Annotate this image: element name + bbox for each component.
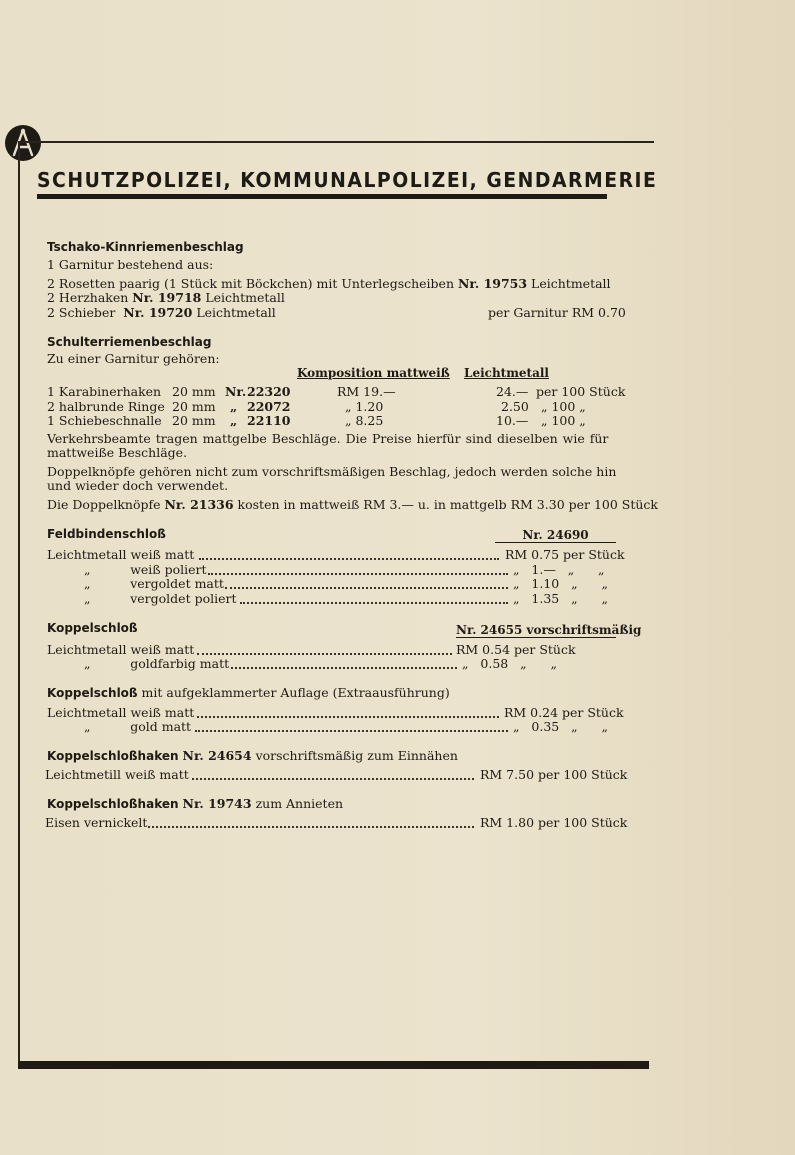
schulter-note3 (47, 498, 658, 512)
tschako-line1-text: 2 Rosetten paarig (1 Stück mit Böckchen) mit Unterlegscheiben (47, 276, 455, 291)
leader-dots (148, 825, 474, 828)
haken1-heading: Koppelschloßhaken (47, 749, 179, 763)
schulter-row-unit: per 100 Stück (536, 384, 626, 399)
schulter-note3-a: Die Doppelknöpfe (47, 497, 161, 512)
schulter-row-nr: 22320 (247, 384, 291, 399)
haken2-price: RM 1.80 per 100 Stück (480, 815, 628, 830)
schulter-row-size: 20 mm (172, 413, 216, 428)
leader-dots (199, 557, 499, 560)
schulter-heading: Schulterriemenbeschlag (47, 335, 212, 349)
schulter-intro: Zu einer Garnitur gehören: (47, 351, 220, 366)
koppel1-nr: Nr. 24655 vorschriftsmäßig (456, 623, 642, 637)
feldbinde-row-price: „ 1.— „ „ (513, 562, 605, 577)
schulter-row-price1: „ 8.25 (345, 413, 384, 428)
haken2-heading: Koppelschloßhaken (47, 797, 179, 811)
schulter-note2b: und wieder doch verwendet. (47, 478, 229, 493)
haken1-heading-line (47, 749, 458, 763)
schulter-row-nr: 22110 (247, 413, 291, 428)
koppel1-row-label: „ goldfarbig matt (84, 656, 230, 671)
schulter-row-size: 20 mm (172, 399, 216, 414)
koppel1-row-label: Leichtmetall weiß matt (47, 642, 195, 657)
tschako-heading: Tschako-Kinnriemenbeschlag (47, 240, 244, 254)
tschako-price-pre: per Garnitur (488, 305, 568, 320)
left-rule (18, 141, 20, 1064)
feldbinde-heading: Feldbindenschloß (47, 527, 166, 541)
haken1-nr: Nr. 24654 (182, 748, 252, 763)
leader-dots (197, 652, 452, 655)
page-title: SCHUTZPOLIZEI, KOMMUNALPOLIZEI, GENDARMERIE (37, 168, 658, 192)
leader-dots (240, 601, 508, 604)
koppel1-heading: Koppelschloß (47, 621, 138, 635)
leader-dots (231, 666, 457, 669)
feldbinde-row-price: RM 0.75 per Stück (505, 547, 625, 562)
tschako-line2-mat: Leichtmetall (205, 290, 285, 305)
schulter-row-unit: „ 100 „ (541, 413, 586, 428)
schulter-row-price2: 2.50 (501, 399, 529, 414)
tschako-line3 (47, 306, 276, 320)
tschako-intro: 1 Garnitur bestehend aus: (47, 257, 214, 272)
koppel1-row-price: RM 0.54 per Stück (456, 642, 576, 657)
schulter-row-nr-pre: Nr. (225, 384, 247, 399)
schulter-col2: Leichtmetall (464, 366, 549, 380)
tschako-line3-qty: 2 Schieber (47, 305, 116, 320)
schulter-note3-b: kosten in mattweiß RM 3.— u. in mattgelb RM 3.30 per 100 Stück (237, 497, 659, 512)
schulter-row-price1: RM 19.— (337, 384, 396, 399)
compass-logo-icon (3, 123, 43, 163)
leader-dots (197, 715, 499, 718)
feldbinde-row-label: Leichtmetall weiß matt (47, 547, 195, 562)
schulter-note2a: Doppelknöpfe gehören nicht zum vorschriftsmäßigen Beschlag, jedoch werden solche hin (47, 464, 617, 479)
schulter-row-item: 2 halbrunde Ringe (47, 399, 165, 414)
koppel2-heading-rest: mit aufgeklammerter Auflage (Extraausführung) (141, 685, 450, 700)
haken1-label: Leichtmetill weiß matt (45, 767, 189, 782)
haken1-heading-rest: vorschriftsmäßig zum Einnähen (255, 748, 458, 763)
schulter-row-nr: 22072 (247, 399, 291, 414)
leader-dots (208, 572, 508, 575)
koppel2-row-price: „ 0.35 „ „ (513, 719, 608, 734)
schulter-row-price2: 10.— (496, 413, 529, 428)
koppel2-row-label: „ gold matt (84, 719, 192, 734)
tschako-line2 (47, 291, 285, 305)
tschako-line1-mat: Leichtmetall (531, 276, 611, 291)
haken2-heading-rest: zum Annieten (255, 796, 344, 811)
feldbinde-row-price: „ 1.35 „ „ (513, 591, 608, 606)
schulter-row-unit: „ 100 „ (541, 399, 586, 414)
koppel2-heading-line (47, 686, 450, 700)
feldbinde-row-label: „ vergoldet matt (84, 576, 224, 591)
haken2-nr: Nr. 19743 (182, 796, 252, 811)
schulter-row-price1: „ 1.20 (345, 399, 384, 414)
bottom-rule (18, 1061, 649, 1069)
schulter-note1a: Verkehrsbeamte tragen mattgelbe Beschläge. Die Preise hierfür sind dieselben wie für (47, 431, 609, 446)
tschako-line1-nr: Nr. 19753 (458, 276, 528, 291)
koppel2-row-label: Leichtmetall weiß matt (47, 705, 195, 720)
feldbinde-row-label: „ weiß poliert (84, 562, 207, 577)
schulter-col1: Komposition mattweiß (297, 366, 450, 380)
haken2-label: Eisen vernickelt (45, 815, 148, 830)
title-underline (37, 194, 607, 199)
feldbinde-row-label: „ vergoldet poliert (84, 591, 237, 606)
tschako-line3-mat: Leichtmetall (196, 305, 276, 320)
feldbinde-row-price: „ 1.10 „ „ (513, 576, 608, 591)
tschako-line3-nr: Nr. 19720 (123, 305, 193, 320)
schulter-row-nr-pre: „ (230, 399, 238, 414)
koppel2-row-price: RM 0.24 per Stück (504, 705, 624, 720)
top-rule (20, 141, 654, 143)
leader-dots (192, 777, 474, 780)
tschako-line2-qty: 2 Herzhaken (47, 290, 129, 305)
koppel2-heading: Koppelschloß (47, 686, 138, 700)
tschako-line1 (47, 277, 611, 291)
haken2-heading-line (47, 797, 343, 811)
schulter-row-size: 20 mm (172, 384, 216, 399)
tschako-price (488, 306, 626, 320)
schulter-row-item: 1 Schiebeschnalle (47, 413, 162, 428)
koppel1-row-price: „ 0.58 „ „ (462, 656, 557, 671)
schulter-row-price2: 24.— (496, 384, 529, 399)
leader-dots (225, 586, 508, 589)
feldbinde-nr: Nr. 24690 (495, 528, 616, 543)
schulter-row-nr-pre: „ (230, 413, 238, 428)
leader-dots (195, 729, 508, 732)
schulter-note1b: mattweiße Beschläge. (47, 445, 188, 460)
haken1-price: RM 7.50 per 100 Stück (480, 767, 628, 782)
schulter-note3-nr: Nr. 21336 (164, 497, 234, 512)
tschako-line2-nr: Nr. 19718 (132, 290, 202, 305)
tschako-price-value: RM 0.70 (571, 305, 626, 320)
schulter-row-item: 1 Karabinerhaken (47, 384, 162, 399)
